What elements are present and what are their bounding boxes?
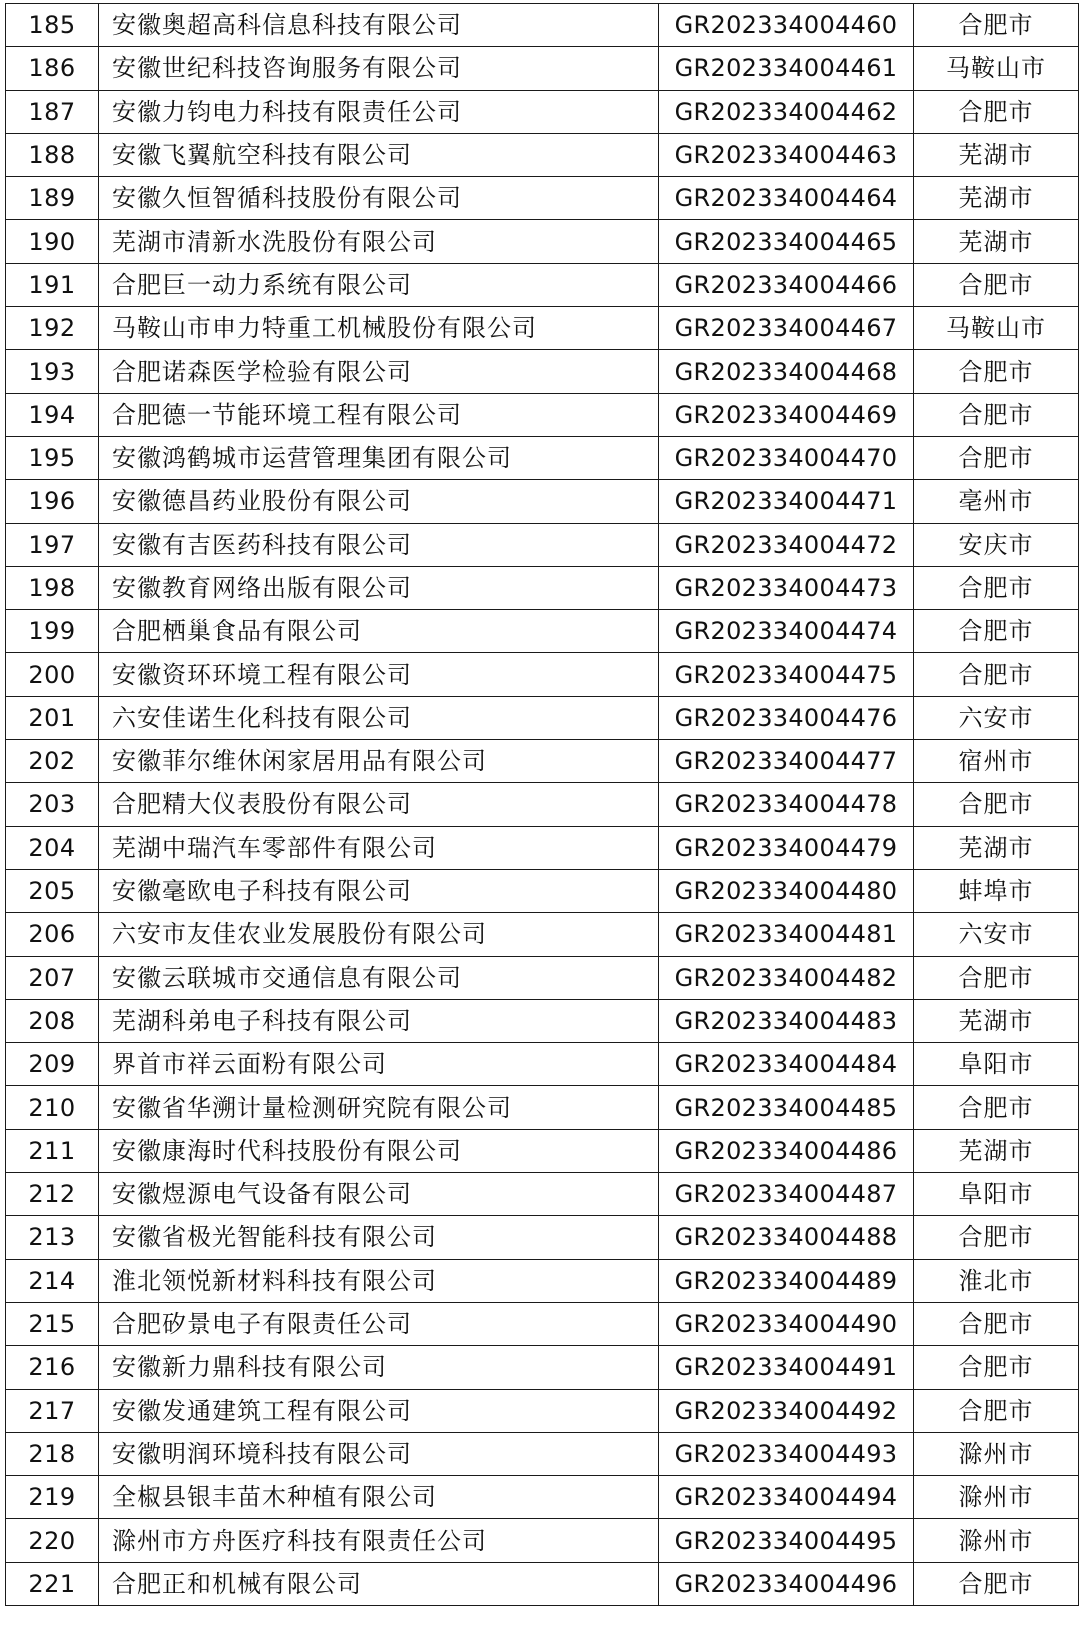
company-name-cell: 安徽鸿鹤城市运营管理集团有限公司 [99,436,659,479]
row-number-cell: 198 [6,566,99,609]
table-row [6,1346,1079,1389]
table-row [6,47,1079,90]
city-name-cell: 阜阳市 [914,1043,1079,1086]
table-row [6,1259,1079,1302]
certificate-number-cell: GR202334004489 [659,1259,914,1302]
row-number-cell: 206 [6,913,99,956]
city-name-cell: 合肥市 [914,783,1079,826]
row-number-cell: 214 [6,1259,99,1302]
row-number-cell: 191 [6,263,99,306]
row-number-cell: 203 [6,783,99,826]
row-number-cell: 217 [6,1389,99,1432]
row-number-cell: 194 [6,393,99,436]
certificate-number-cell: GR202334004478 [659,783,914,826]
table-row [6,480,1079,523]
certificate-number-cell: GR202334004475 [659,653,914,696]
row-number-cell: 187 [6,90,99,133]
company-name-cell: 安徽资环环境工程有限公司 [99,653,659,696]
city-name-cell: 芜湖市 [914,133,1079,176]
certificate-number-cell: GR202334004479 [659,826,914,869]
certificate-number-cell: GR202334004490 [659,1302,914,1345]
certificate-number-cell: GR202334004464 [659,177,914,220]
certificate-number-cell: GR202334004467 [659,307,914,350]
row-number-cell: 220 [6,1519,99,1562]
company-name-cell: 合肥矽景电子有限责任公司 [99,1302,659,1345]
company-name-cell: 安徽教育网络出版有限公司 [99,566,659,609]
city-name-cell: 合肥市 [914,1389,1079,1432]
table-row [6,307,1079,350]
row-number-cell: 205 [6,869,99,912]
company-name-cell: 安徽力钧电力科技有限责任公司 [99,90,659,133]
company-name-cell: 合肥精大仪表股份有限公司 [99,783,659,826]
certificate-number-cell: GR202334004474 [659,610,914,653]
table-body [6,4,1079,1606]
table-row [6,4,1079,47]
company-name-cell: 安徽奥超高科信息科技有限公司 [99,4,659,47]
company-name-cell: 安徽新力鼎科技有限公司 [99,1346,659,1389]
company-name-cell: 安徽毫欧电子科技有限公司 [99,869,659,912]
company-name-cell: 淮北领悦新材料科技有限公司 [99,1259,659,1302]
company-name-cell: 六安佳诺生化科技有限公司 [99,696,659,739]
company-name-cell: 安徽发通建筑工程有限公司 [99,1389,659,1432]
city-name-cell: 合肥市 [914,653,1079,696]
certificate-number-cell: GR202334004462 [659,90,914,133]
row-number-cell: 190 [6,220,99,263]
city-name-cell: 芜湖市 [914,177,1079,220]
city-name-cell: 合肥市 [914,566,1079,609]
city-name-cell: 亳州市 [914,480,1079,523]
certificate-number-cell: GR202334004466 [659,263,914,306]
table-row [6,956,1079,999]
company-name-cell: 合肥德一节能环境工程有限公司 [99,393,659,436]
table-row [6,436,1079,479]
company-name-cell: 界首市祥云面粉有限公司 [99,1043,659,1086]
certificate-number-cell: GR202334004468 [659,350,914,393]
company-list-table [5,3,1079,1606]
table-row [6,696,1079,739]
city-name-cell: 合肥市 [914,436,1079,479]
certificate-number-cell: GR202334004493 [659,1432,914,1475]
city-name-cell: 马鞍山市 [914,47,1079,90]
city-name-cell: 合肥市 [914,393,1079,436]
city-name-cell: 阜阳市 [914,1173,1079,1216]
certificate-number-cell: GR202334004496 [659,1562,914,1605]
company-name-cell: 安徽省华溯计量检测研究院有限公司 [99,1086,659,1129]
company-name-cell: 安徽飞翼航空科技有限公司 [99,133,659,176]
row-number-cell: 201 [6,696,99,739]
city-name-cell: 滁州市 [914,1519,1079,1562]
table-row [6,90,1079,133]
city-name-cell: 合肥市 [914,90,1079,133]
table-row [6,1216,1079,1259]
company-name-cell: 合肥巨一动力系统有限公司 [99,263,659,306]
company-name-cell: 安徽德昌药业股份有限公司 [99,480,659,523]
company-name-cell: 滁州市方舟医疗科技有限责任公司 [99,1519,659,1562]
city-name-cell: 六安市 [914,696,1079,739]
table-row [6,566,1079,609]
city-name-cell: 合肥市 [914,1562,1079,1605]
city-name-cell: 芜湖市 [914,1129,1079,1172]
certificate-number-cell: GR202334004480 [659,869,914,912]
city-name-cell: 合肥市 [914,956,1079,999]
table-row [6,913,1079,956]
row-number-cell: 202 [6,740,99,783]
table-row [6,1302,1079,1345]
city-name-cell: 芜湖市 [914,999,1079,1042]
company-name-cell: 安徽省极光智能科技有限公司 [99,1216,659,1259]
certificate-number-cell: GR202334004469 [659,393,914,436]
city-name-cell: 合肥市 [914,350,1079,393]
company-name-cell: 合肥栖巢食品有限公司 [99,610,659,653]
row-number-cell: 216 [6,1346,99,1389]
table-row [6,999,1079,1042]
certificate-number-cell: GR202334004460 [659,4,914,47]
table-row [6,783,1079,826]
city-name-cell: 安庆市 [914,523,1079,566]
city-name-cell: 马鞍山市 [914,307,1079,350]
table-row [6,220,1079,263]
table-row [6,653,1079,696]
certificate-number-cell: GR202334004484 [659,1043,914,1086]
certificate-number-cell: GR202334004481 [659,913,914,956]
city-name-cell: 合肥市 [914,1216,1079,1259]
row-number-cell: 208 [6,999,99,1042]
certificate-number-cell: GR202334004485 [659,1086,914,1129]
row-number-cell: 207 [6,956,99,999]
table-row [6,133,1079,176]
table-row [6,1173,1079,1216]
certificate-number-cell: GR202334004488 [659,1216,914,1259]
city-name-cell: 蚌埠市 [914,869,1079,912]
company-name-cell: 芜湖科弟电子科技有限公司 [99,999,659,1042]
company-name-cell: 合肥正和机械有限公司 [99,1562,659,1605]
table-row [6,1043,1079,1086]
table-row [6,826,1079,869]
city-name-cell: 合肥市 [914,263,1079,306]
table-row [6,523,1079,566]
certificate-number-cell: GR202334004487 [659,1173,914,1216]
certificate-number-cell: GR202334004463 [659,133,914,176]
city-name-cell: 滁州市 [914,1476,1079,1519]
table-row [6,1476,1079,1519]
company-name-cell: 安徽菲尔维休闲家居用品有限公司 [99,740,659,783]
company-name-cell: 芜湖市清新水洗股份有限公司 [99,220,659,263]
company-name-cell: 六安市友佳农业发展股份有限公司 [99,913,659,956]
city-name-cell: 宿州市 [914,740,1079,783]
certificate-number-cell: GR202334004461 [659,47,914,90]
company-name-cell: 安徽有吉医药科技有限公司 [99,523,659,566]
certificate-number-cell: GR202334004473 [659,566,914,609]
row-number-cell: 212 [6,1173,99,1216]
certificate-number-cell: GR202334004492 [659,1389,914,1432]
row-number-cell: 192 [6,307,99,350]
table-row [6,1086,1079,1129]
row-number-cell: 210 [6,1086,99,1129]
row-number-cell: 213 [6,1216,99,1259]
table-row [6,1519,1079,1562]
city-name-cell: 合肥市 [914,4,1079,47]
city-name-cell: 淮北市 [914,1259,1079,1302]
company-name-cell: 马鞍山市申力特重工机械股份有限公司 [99,307,659,350]
company-name-cell: 安徽久恒智循科技股份有限公司 [99,177,659,220]
table-row [6,1129,1079,1172]
company-name-cell: 合肥诺森医学检验有限公司 [99,350,659,393]
city-name-cell: 合肥市 [914,610,1079,653]
company-name-cell: 安徽明润环境科技有限公司 [99,1432,659,1475]
row-number-cell: 204 [6,826,99,869]
city-name-cell: 合肥市 [914,1302,1079,1345]
row-number-cell: 209 [6,1043,99,1086]
table-row [6,1432,1079,1475]
certificate-number-cell: GR202334004491 [659,1346,914,1389]
certificate-number-cell: GR202334004476 [659,696,914,739]
city-name-cell: 合肥市 [914,1086,1079,1129]
row-number-cell: 218 [6,1432,99,1475]
certificate-number-cell: GR202334004482 [659,956,914,999]
row-number-cell: 219 [6,1476,99,1519]
table-row [6,610,1079,653]
city-name-cell: 滁州市 [914,1432,1079,1475]
table-row [6,1562,1079,1605]
row-number-cell: 211 [6,1129,99,1172]
company-name-cell: 安徽世纪科技咨询服务有限公司 [99,47,659,90]
company-name-cell: 安徽煜源电气设备有限公司 [99,1173,659,1216]
certificate-number-cell: GR202334004477 [659,740,914,783]
table-row [6,350,1079,393]
certificate-number-cell: GR202334004471 [659,480,914,523]
city-name-cell: 芜湖市 [914,220,1079,263]
row-number-cell: 197 [6,523,99,566]
city-name-cell: 六安市 [914,913,1079,956]
row-number-cell: 188 [6,133,99,176]
city-name-cell: 合肥市 [914,1346,1079,1389]
company-name-cell: 安徽康海时代科技股份有限公司 [99,1129,659,1172]
certificate-number-cell: GR202334004483 [659,999,914,1042]
row-number-cell: 199 [6,610,99,653]
table-row [6,393,1079,436]
row-number-cell: 186 [6,47,99,90]
city-name-cell: 芜湖市 [914,826,1079,869]
row-number-cell: 189 [6,177,99,220]
certificate-number-cell: GR202334004495 [659,1519,914,1562]
row-number-cell: 193 [6,350,99,393]
row-number-cell: 221 [6,1562,99,1605]
table-row [6,1389,1079,1432]
table-row [6,177,1079,220]
company-name-cell: 全椒县银丰苗木种植有限公司 [99,1476,659,1519]
company-name-cell: 安徽云联城市交通信息有限公司 [99,956,659,999]
certificate-number-cell: GR202334004494 [659,1476,914,1519]
row-number-cell: 185 [6,4,99,47]
certificate-number-cell: GR202334004470 [659,436,914,479]
row-number-cell: 196 [6,480,99,523]
row-number-cell: 195 [6,436,99,479]
table-row [6,869,1079,912]
certificate-number-cell: GR202334004472 [659,523,914,566]
certificate-number-cell: GR202334004465 [659,220,914,263]
table-row [6,263,1079,306]
certificate-number-cell: GR202334004486 [659,1129,914,1172]
table-row [6,740,1079,783]
row-number-cell: 200 [6,653,99,696]
row-number-cell: 215 [6,1302,99,1345]
company-name-cell: 芜湖中瑞汽车零部件有限公司 [99,826,659,869]
